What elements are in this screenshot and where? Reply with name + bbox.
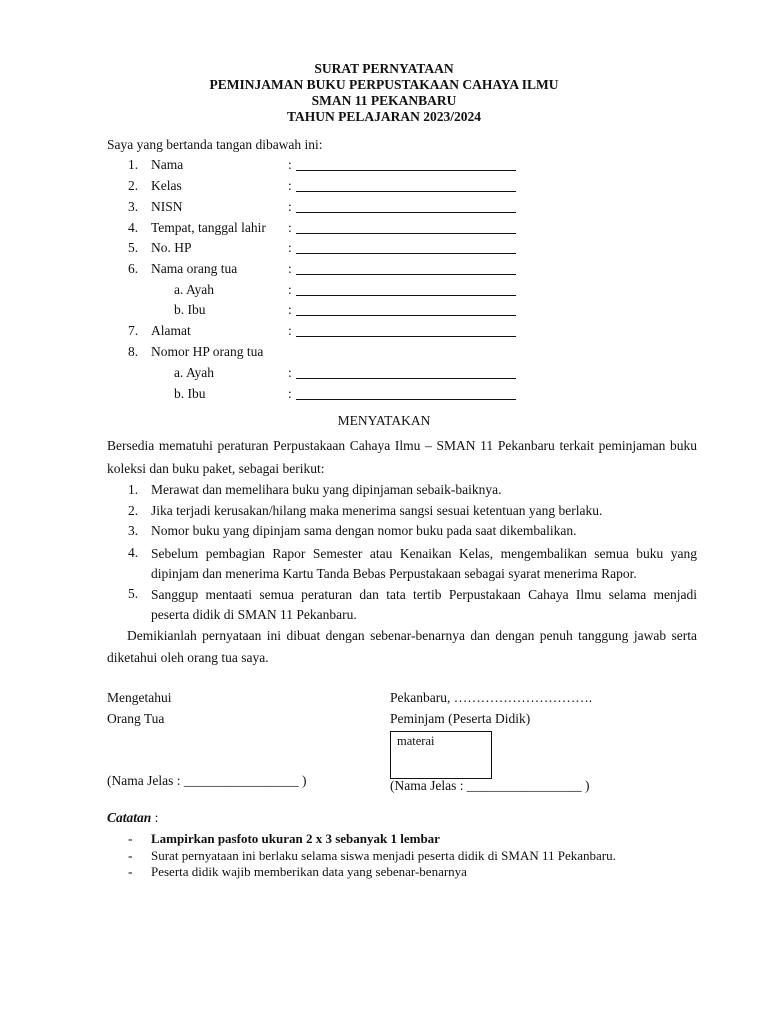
rule-text-continued: dipinjam dan menerima Kartu Tanda Bebas Perpustakaan sebagai syarat menerima Rapor. (151, 566, 637, 581)
rule-text: Merawat dan memelihara buku yang dipinjaman sebaik-baiknya. (151, 482, 502, 497)
sign-left-name: (Nama Jelas : _________________ ) (107, 773, 307, 788)
materai-stamp-box (390, 731, 492, 779)
menyatakan-heading: MENYATAKAN (337, 413, 431, 428)
intro-text: Saya yang bertanda tangan dibawah ini: (107, 137, 323, 152)
field-label: Nama (151, 157, 184, 172)
title-line-1: SURAT PERNYATAAN (314, 61, 454, 76)
note-dash: - (128, 864, 133, 879)
field-fill-line[interactable] (296, 274, 516, 275)
catatan-heading (107, 810, 158, 826)
field-number: 5. (128, 240, 139, 255)
field-colon: : (288, 261, 292, 276)
rule-text: Sebelum pembagian Rapor Semester atau Kenaikan Kelas, mengembalikan semua buku yang (151, 546, 697, 561)
rule-text: Sanggup mentaati semua peraturan dan tata tertib Perpustakaan Cahaya Ilmu selama menjadi (151, 587, 697, 602)
field-label: Nomor HP orang tua (151, 344, 264, 359)
field-colon: : (288, 386, 292, 401)
field-label: a. Ayah (174, 282, 214, 297)
note-text: Peserta didik wajib memberikan data yang sebenar-benarnya (151, 864, 467, 879)
rule-text: Jika terjadi kerusakan/hilang maka menerima sangsi sesuai ketentuan yang berlaku. (151, 503, 603, 518)
catatan-label: Catatan (107, 810, 152, 825)
field-number: 2. (128, 178, 139, 193)
field-fill-line[interactable] (296, 336, 516, 337)
sign-left-orang-tua: Orang Tua (107, 711, 165, 726)
field-colon: : (288, 323, 292, 338)
closing-line-2: diketahui oleh orang tua saya. (107, 650, 269, 665)
field-number: 4. (128, 220, 139, 235)
rule-number: 1. (128, 482, 139, 497)
catatan-colon: : (151, 810, 159, 825)
field-number: 8. (128, 344, 139, 359)
field-colon: : (288, 282, 292, 297)
field-fill-line[interactable] (296, 191, 516, 192)
field-colon: : (288, 365, 292, 380)
field-fill-line[interactable] (296, 253, 516, 254)
field-colon: : (288, 199, 292, 214)
note-dash: - (128, 848, 133, 863)
sign-right-name: (Nama Jelas : _________________ ) (390, 778, 590, 793)
field-number: 3. (128, 199, 139, 214)
field-number: 7. (128, 323, 139, 338)
rule-number: 3. (128, 523, 139, 538)
field-fill-line[interactable] (296, 315, 516, 316)
note-text: Lampirkan pasfoto ukuran 2 x 3 sebanyak 1 lembar (151, 831, 440, 846)
rule-number: 5. (128, 586, 139, 601)
title-line-3: SMAN 11 PEKANBARU (311, 93, 457, 108)
field-number: 1. (128, 157, 139, 172)
rule-number: 2. (128, 503, 139, 518)
sign-right-place-date: Pekanbaru, …………………………. (390, 690, 593, 705)
field-fill-line[interactable] (296, 378, 516, 379)
field-label: No. HP (151, 240, 192, 255)
rule-text: Nomor buku yang dipinjam sama dengan nomor buku pada saat dikembalikan. (151, 523, 577, 538)
rule-number: 4. (128, 545, 139, 560)
field-fill-line[interactable] (296, 233, 516, 234)
field-label: Tempat, tanggal lahir (151, 220, 266, 235)
field-colon: : (288, 220, 292, 235)
field-fill-line[interactable] (296, 170, 516, 171)
statement-line-2: koleksi dan buku paket, sebagai berikut: (107, 461, 325, 476)
field-colon: : (288, 240, 292, 255)
field-colon: : (288, 157, 292, 172)
closing-line-1: Demikianlah pernyataan ini dibuat dengan sebenar-benarnya dan dengan penuh tanggung jawab serta (127, 628, 697, 643)
field-label: Alamat (151, 323, 191, 338)
field-colon: : (288, 178, 292, 193)
materai-label: materai (397, 734, 435, 748)
field-label: b. Ibu (174, 386, 206, 401)
note-dash: - (128, 831, 133, 846)
field-fill-line[interactable] (296, 212, 516, 213)
statement-line-1: Bersedia mematuhi peraturan Perpustakaan Cahaya Ilmu – SMAN 11 Pekanbaru terkait peminjaman buku (107, 438, 697, 453)
note-text: Surat pernyataan ini berlaku selama siswa menjadi peserta didik di SMAN 11 Pekanbaru. (151, 848, 616, 863)
field-colon: : (288, 302, 292, 317)
field-number: 6. (128, 261, 139, 276)
field-fill-line[interactable] (296, 295, 516, 296)
field-label: NISN (151, 199, 183, 214)
field-label: Kelas (151, 178, 182, 193)
field-label: b. Ibu (174, 302, 206, 317)
sign-left-mengetahui: Mengetahui (107, 690, 172, 705)
field-label: Nama orang tua (151, 261, 238, 276)
title-line-4: TAHUN PELAJARAN 2023/2024 (286, 109, 481, 124)
sign-right-peminjam: Peminjam (Peserta Didik) (390, 711, 531, 726)
rule-text-continued: peserta didik di SMAN 11 Pekanbaru. (151, 607, 357, 622)
field-label: a. Ayah (174, 365, 214, 380)
field-fill-line[interactable] (296, 399, 516, 400)
title-line-2: PEMINJAMAN BUKU PERPUSTAKAAN CAHAYA ILMU (209, 77, 559, 92)
